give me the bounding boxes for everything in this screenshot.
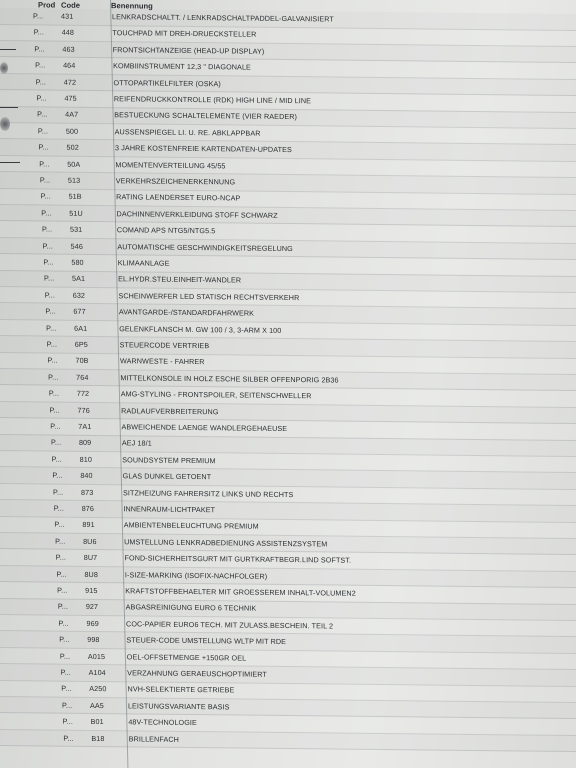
row-description: UMSTELLUNG LENKRADBEDIENUNG ASSISTENZSYSTEM bbox=[124, 537, 328, 549]
row-code: 463 bbox=[62, 44, 75, 54]
row-prod: P... bbox=[35, 76, 47, 87]
row-prod: P... bbox=[57, 585, 68, 595]
row-description: 3 JAHRE KOSTENFREIE KARTENDATEN-UPDATES bbox=[115, 143, 292, 155]
row-description: KOMBIINSTRUMENT 12,3 " DIAGONALE bbox=[113, 61, 251, 72]
row-code: 6A1 bbox=[74, 323, 88, 333]
row-code: 810 bbox=[79, 454, 92, 464]
row-code: 776 bbox=[77, 405, 90, 415]
row-description: RADLAUFVERBREITERUNG bbox=[121, 405, 219, 416]
row-code: 8U8 bbox=[84, 569, 98, 579]
row-description: NVH-SELEKTIERTE GETRIEBE bbox=[127, 684, 235, 695]
row-prod: P... bbox=[39, 175, 51, 185]
row-description: KLIMAANLAGE bbox=[117, 258, 170, 268]
row-code: 7A1 bbox=[78, 421, 92, 431]
row-prod: P... bbox=[46, 323, 57, 333]
row-prod: P... bbox=[54, 519, 65, 530]
row-prod: P... bbox=[44, 290, 55, 300]
row-description: VERKEHRSZEICHENERKENNUNG bbox=[115, 176, 236, 187]
row-prod: P... bbox=[47, 355, 58, 365]
row-prod: P... bbox=[55, 552, 67, 562]
row-code: 6P5 bbox=[74, 339, 88, 349]
row-prod: P... bbox=[53, 487, 64, 497]
row-description: OEL-OFFSETMENGE +150GR OEL bbox=[126, 651, 247, 663]
edge-smudge bbox=[0, 62, 8, 74]
row-prod: P... bbox=[43, 257, 54, 267]
row-description: WARNWESTE - FAHRER bbox=[119, 356, 205, 367]
row-description: COC-PAPIER EURO6 TECH. MIT ZULASS.BESCHEIN. TEIL 2 bbox=[126, 619, 334, 631]
row-description: AVANTGARDE-/STANDARDFAHRWERK bbox=[118, 307, 255, 318]
row-prod: P... bbox=[34, 44, 45, 54]
row-code: A015 bbox=[87, 651, 106, 661]
row-description: GELENKFLANSCH M. GW 100 / 3, 3-ARM X 100 bbox=[119, 323, 282, 335]
row-description: AMG-STYLING - FRONTSPOILER, SEITENSCHWELLER bbox=[120, 389, 312, 401]
row-prod: P... bbox=[58, 618, 69, 628]
row-code: A250 bbox=[89, 684, 107, 694]
row-code: B18 bbox=[91, 733, 105, 743]
row-description: SOUNDSYSTEM PREMIUM bbox=[122, 455, 216, 466]
column-header-prod: Prod bbox=[38, 0, 56, 10]
row-code: 431 bbox=[61, 11, 74, 21]
row-code: 4A7 bbox=[65, 110, 79, 120]
row-code: 915 bbox=[85, 585, 98, 596]
row-code: 632 bbox=[72, 290, 86, 300]
row-prod: P... bbox=[61, 700, 73, 710]
row-prod: P... bbox=[48, 372, 59, 382]
row-prod: P... bbox=[51, 454, 62, 464]
row-code: 840 bbox=[80, 471, 93, 481]
row-code: 475 bbox=[64, 93, 77, 103]
row-prod: P... bbox=[41, 224, 53, 234]
row-code: 513 bbox=[67, 175, 81, 185]
row-prod: P... bbox=[35, 60, 46, 70]
row-description: SITZHEIZUNG FAHRERSITZ LINKS UND RECHTS bbox=[123, 487, 294, 499]
row-prod: P... bbox=[37, 109, 48, 119]
row-code: 891 bbox=[82, 520, 95, 530]
edge-mark bbox=[0, 107, 18, 108]
row-prod: P... bbox=[45, 306, 56, 316]
row-description: BRILLENFACH bbox=[128, 733, 179, 744]
row-description: TOUCHPAD MIT DREH-DRUECKSTELLER bbox=[112, 28, 257, 40]
row-prod: P... bbox=[33, 27, 44, 37]
row-code: 677 bbox=[73, 306, 86, 317]
row-description: DACHINNENVERKLEIDUNG STOFF SCHWARZ bbox=[116, 209, 278, 220]
row-code: 70B bbox=[75, 356, 89, 366]
row-code: 502 bbox=[66, 142, 79, 153]
row-description: AUTOMATISCHE GESCHWINDIGKEITSREGELUNG bbox=[117, 241, 293, 253]
row-prod: P... bbox=[37, 126, 49, 136]
row-description: STEUER-CODE UMSTELLUNG WLTP MIT RDE bbox=[126, 635, 287, 647]
row-prod: P... bbox=[44, 273, 55, 283]
row-description: AUSSENSPIEGEL LI. U. RE. ABKLAPPBAR bbox=[114, 126, 261, 138]
row-prod: P... bbox=[62, 716, 73, 726]
row-prod: P... bbox=[63, 733, 74, 743]
row-description: ABGASREINIGUNG EURO 6 TECHNIK bbox=[125, 602, 257, 614]
row-prod: P... bbox=[55, 536, 66, 546]
row-description: MOMENTENVERTEILUNG 45/55 bbox=[115, 159, 226, 170]
row-description: LENKRADSCHALTT. / LENKRADSCHALTPADDEL-GALVANISIERT bbox=[112, 12, 334, 24]
row-prod: P... bbox=[38, 142, 49, 152]
row-code: 51U bbox=[69, 208, 83, 218]
row-description: MITTELKONSOLE IN HOLZ ESCHE SILBER OFFENPORIG 2B36 bbox=[120, 373, 339, 385]
row-code: 764 bbox=[76, 372, 89, 382]
row-description: FRONTSICHTANZEIGE (HEAD-UP DISPLAY) bbox=[112, 44, 265, 56]
row-description: SCHEINWERFER LED STATISCH RECHTSVERKEHR bbox=[118, 291, 300, 302]
column-header-code: Code bbox=[61, 0, 80, 10]
row-code: 546 bbox=[70, 241, 83, 251]
row-prod: P... bbox=[50, 421, 61, 431]
row-description: FOND-SICHERHEITSGURT MIT GURTKRAFTBEGR.LIND SOFTST. bbox=[124, 553, 352, 565]
row-prod: P... bbox=[48, 388, 60, 398]
row-code: 500 bbox=[65, 126, 79, 136]
row-description: STEUERCODE VERTRIEB bbox=[119, 340, 210, 351]
row-prod: P... bbox=[41, 208, 52, 218]
row-description: BESTUECKUNG SCHALTELEMENTE (VIER RAEDER) bbox=[114, 110, 298, 122]
row-code: 8U6 bbox=[83, 536, 97, 546]
row-code: 580 bbox=[71, 257, 84, 267]
row-code: AA5 bbox=[89, 700, 104, 710]
row-description: KRAFTSTOFFBEHAELTER MIT GROESSEREM INHALT-VOLUMEN2 bbox=[125, 586, 356, 598]
row-description: INNENRAUM-LICHTPAKET bbox=[123, 504, 216, 515]
row-code: A104 bbox=[88, 667, 106, 678]
row-prod: P... bbox=[36, 93, 47, 103]
row-code: 998 bbox=[87, 635, 100, 645]
row-description: ABWEICHENDE LAENGE WANDLERGEHAEUSE bbox=[121, 422, 288, 434]
edge-smudge bbox=[0, 117, 10, 131]
row-code: 8U7 bbox=[83, 553, 98, 563]
edge-mark bbox=[0, 49, 16, 50]
row-description: AMBIENTENBELEUCHTUNG PREMIUM bbox=[123, 520, 259, 532]
row-description: 48V-TECHNOLOGIE bbox=[128, 717, 197, 728]
edge-mark bbox=[0, 162, 20, 163]
row-code: 464 bbox=[63, 60, 76, 70]
row-code: 472 bbox=[63, 77, 77, 87]
row-code: 50A bbox=[67, 159, 81, 169]
row-description: VERZAHNUNG GERAEUSCHOPTIMIERT bbox=[127, 668, 267, 679]
row-description: RATING LAENDERSET EURO-NCAP bbox=[116, 192, 241, 203]
row-prod: P... bbox=[52, 470, 63, 480]
row-description: AEJ 18/1 bbox=[121, 438, 152, 448]
row-code: 5A1 bbox=[72, 274, 86, 284]
row-description: REIFENDRUCKKONTROLLE (RDK) HIGH LINE / MID LINE bbox=[113, 94, 312, 106]
row-prod: P... bbox=[42, 241, 53, 251]
row-prod: P... bbox=[61, 684, 72, 694]
column-header-description: Benennung bbox=[111, 1, 153, 11]
row-code: 448 bbox=[61, 28, 74, 38]
row-prod: P... bbox=[49, 405, 60, 415]
row-description: COMAND APS NTG5/NTG5.5 bbox=[116, 225, 216, 236]
row-code: 969 bbox=[86, 618, 99, 628]
row-code: 772 bbox=[76, 388, 90, 399]
row-prod: P... bbox=[50, 437, 62, 448]
row-prod: P... bbox=[33, 11, 44, 21]
row-description: EL.HYDR.STEU.EINHEIT-WANDLER bbox=[118, 274, 242, 285]
row-code: B01 bbox=[90, 717, 104, 727]
row-code: 927 bbox=[85, 602, 99, 612]
row-description: GLAS DUNKEL GETOENT bbox=[122, 471, 212, 482]
row-prod: P... bbox=[60, 667, 71, 677]
row-prod: P... bbox=[40, 191, 51, 201]
row-description: LEISTUNGSVARIANTE BASIS bbox=[127, 701, 230, 712]
row-prod: P... bbox=[57, 601, 69, 612]
row-code: 873 bbox=[81, 487, 94, 497]
row-description: I-SIZE-MARKING (ISOFIX-NACHFOLGER) bbox=[124, 569, 268, 581]
row-code: 876 bbox=[81, 503, 94, 513]
row-prod: P... bbox=[46, 339, 58, 349]
row-description: OTTOPARTIKELFILTER (OSKA) bbox=[113, 77, 221, 88]
row-code: 531 bbox=[69, 224, 83, 235]
row-prod: P... bbox=[59, 651, 71, 661]
row-prod: P... bbox=[53, 503, 64, 513]
row-prod: P... bbox=[39, 159, 50, 169]
row-code: 809 bbox=[78, 438, 92, 448]
row-prod: P... bbox=[56, 569, 67, 579]
row-prod: P... bbox=[59, 634, 70, 644]
row-code: 51B bbox=[68, 192, 82, 202]
